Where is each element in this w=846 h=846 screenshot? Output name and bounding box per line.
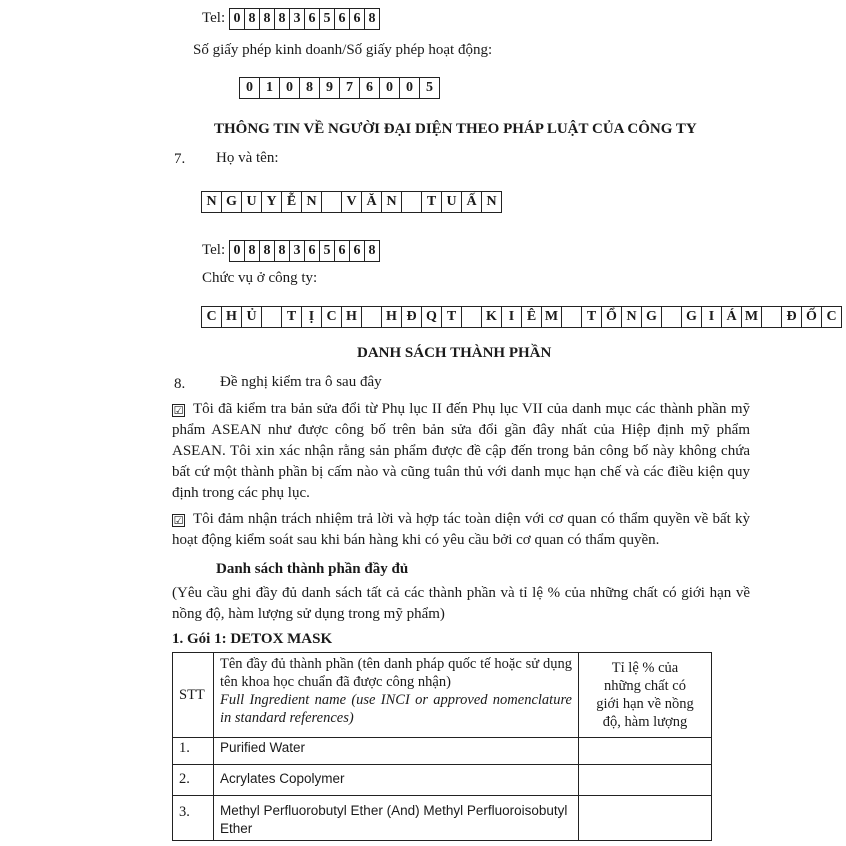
table-row: [173, 796, 712, 841]
row-1-ratio: [579, 738, 712, 765]
char-box: U: [441, 191, 462, 213]
declaration-2: [172, 509, 750, 551]
char-box: Ấ: [461, 191, 482, 213]
full-list-note: (Yêu cầu ghi đầy đủ danh sách tất cả các thành phần và tỉ lệ % của những chất có giới hạn về nồng độ, hàm lượng sử dụng trong mỹ phẩm): [172, 585, 750, 622]
header-stt: STT: [173, 653, 214, 738]
char-box: 6: [304, 240, 320, 262]
char-box: 8: [259, 8, 275, 30]
char-box: 0: [229, 240, 245, 262]
char-box: 8: [274, 240, 290, 262]
char-box: 5: [319, 240, 335, 262]
char-box: 8: [274, 8, 290, 30]
header-name: [214, 653, 579, 738]
row-2-ratio: [579, 765, 712, 796]
license-label: Số giấy phép kinh doanh/Số giấy phép hoạt động:: [193, 42, 493, 58]
char-box: 8: [364, 240, 380, 262]
char-box: [461, 306, 482, 328]
char-box: C: [821, 306, 842, 328]
char-box: Ị: [301, 306, 322, 328]
char-box: M: [541, 306, 562, 328]
char-box: H: [221, 306, 242, 328]
char-box: 6: [359, 77, 380, 99]
table-row: [173, 765, 712, 796]
header-name-en: Full Ingredient name (use INCI or approved nomenclature in standard references): [220, 692, 572, 726]
representative-title: THÔNG TIN VỀ NGƯỜI ĐẠI DIỆN THEO PHÁP LUẬT CỦA CÔNG TY: [214, 121, 697, 137]
char-box: 0: [399, 77, 420, 99]
char-box: 8: [244, 8, 260, 30]
license-boxes: [240, 77, 440, 99]
package-title: 1. Gói 1: DETOX MASK: [172, 631, 333, 647]
char-box: 5: [419, 77, 440, 99]
char-box: Ê: [521, 306, 542, 328]
char-box: 3: [289, 240, 305, 262]
row-3-ratio: [579, 796, 712, 841]
char-box: N: [201, 191, 222, 213]
char-box: 6: [349, 240, 365, 262]
char-box: Q: [421, 306, 442, 328]
row-1-name: Purified Water: [214, 738, 579, 765]
char-box: 8: [244, 240, 260, 262]
char-box: H: [341, 306, 362, 328]
char-box: Ổ: [601, 306, 622, 328]
checkbox-1[interactable]: ☑: [173, 404, 184, 417]
char-box: V: [341, 191, 362, 213]
char-box: Y: [261, 191, 282, 213]
char-box: Ễ: [281, 191, 302, 213]
char-box: 8: [364, 8, 380, 30]
item-8-number: 8.: [174, 376, 186, 392]
char-box: N: [381, 191, 402, 213]
rep-tel-label: Tel:: [202, 242, 226, 258]
char-box: [321, 191, 342, 213]
char-box: [661, 306, 682, 328]
char-box: [401, 191, 422, 213]
char-box: 6: [334, 240, 350, 262]
char-box: 6: [349, 8, 365, 30]
char-box: 5: [319, 8, 335, 30]
char-box: I: [701, 306, 722, 328]
full-list-title: Danh sách thành phần đầy đủ: [216, 561, 409, 577]
char-box: Ố: [801, 306, 822, 328]
name-boxes: [202, 191, 502, 213]
char-box: [361, 306, 382, 328]
char-box: Ă: [361, 191, 382, 213]
char-box: [761, 306, 782, 328]
item-7-number: 7.: [174, 151, 186, 167]
char-box: [561, 306, 582, 328]
declaration-2-text: Tôi đảm nhận trách nhiệm trả lời và hợp tác toàn diện với cơ quan có thẩm quyền về bất kỳ hoạt động kiểm soát sau khi bán hàng khi có yêu cầu bởi cơ quan có thẩm quyền.: [172, 511, 750, 548]
declaration-1-text: Tôi đã kiểm tra bản sửa đổi từ Phụ lục II đến Phụ lục VII của danh mục các thành phần mỹ phẩm ASEAN như được công bố trên bản sửa đổi gần đây nhất của Hiệp định mỹ phẩm ASEAN. Tôi xin xác nhận rằng sản phẩm được đề cập đến trong bản công bố này không chứa bất cứ một thành phần bị cấm nào và cũng tuân thủ với danh mục hạn chế và các điều kiện quy định trong các phụ lục.: [172, 401, 750, 501]
company-tel-boxes: [230, 8, 380, 30]
header-name-vi: Tên đầy đủ thành phần (tên danh pháp quốc tế hoặc sử dụng tên khoa học chuẩn đã được công nhận): [220, 656, 572, 690]
char-box: 0: [279, 77, 300, 99]
char-box: G: [641, 306, 662, 328]
checkbox-2[interactable]: ☑: [173, 514, 184, 527]
char-box: C: [201, 306, 222, 328]
char-box: T: [421, 191, 442, 213]
char-box: 6: [334, 8, 350, 30]
rep-tel-boxes: [230, 240, 380, 262]
char-box: N: [621, 306, 642, 328]
char-box: N: [481, 191, 502, 213]
char-box: G: [681, 306, 702, 328]
row-1-stt: 1.: [173, 738, 214, 765]
char-box: K: [481, 306, 502, 328]
position-label: Chức vụ ở công ty:: [202, 270, 318, 286]
table-header-row: [173, 653, 712, 738]
char-box: 3: [289, 8, 305, 30]
row-2-name: Acrylates Copolymer: [214, 765, 579, 796]
char-box: 8: [299, 77, 320, 99]
char-box: 8: [259, 240, 275, 262]
declaration-1: [172, 399, 750, 504]
company-tel-label: Tel:: [202, 10, 226, 26]
char-box: U: [241, 191, 262, 213]
header-ratio: Tỉ lệ % của những chất có giới hạn về nồng độ, hàm lượng: [579, 653, 712, 738]
char-box: 0: [229, 8, 245, 30]
char-box: 0: [379, 77, 400, 99]
char-box: Đ: [401, 306, 422, 328]
char-box: Ủ: [241, 306, 262, 328]
char-box: H: [381, 306, 402, 328]
char-box: C: [321, 306, 342, 328]
char-box: T: [581, 306, 602, 328]
char-box: T: [441, 306, 462, 328]
name-label: Họ và tên:: [216, 150, 279, 166]
table-row: [173, 738, 712, 765]
char-box: I: [501, 306, 522, 328]
char-box: M: [741, 306, 762, 328]
char-box: G: [221, 191, 242, 213]
char-box: 1: [259, 77, 280, 99]
char-box: N: [301, 191, 322, 213]
ingredient-table: [172, 652, 712, 841]
ingredients-title: DANH SÁCH THÀNH PHẦN: [357, 345, 552, 361]
row-3-name: Methyl Perfluorobutyl Ether (And) Methyl Perfluoroisobutyl Ether: [214, 796, 579, 841]
row-3-stt: 3.: [173, 796, 214, 841]
position-boxes: [202, 306, 842, 328]
char-box: 0: [239, 77, 260, 99]
char-box: Đ: [781, 306, 802, 328]
char-box: [261, 306, 282, 328]
row-2-stt: 2.: [173, 765, 214, 796]
char-box: 6: [304, 8, 320, 30]
check-instruction: Đề nghị kiểm tra ô sau đây: [220, 374, 382, 390]
char-box: Á: [721, 306, 742, 328]
char-box: T: [281, 306, 302, 328]
char-box: 7: [339, 77, 360, 99]
char-box: 9: [319, 77, 340, 99]
